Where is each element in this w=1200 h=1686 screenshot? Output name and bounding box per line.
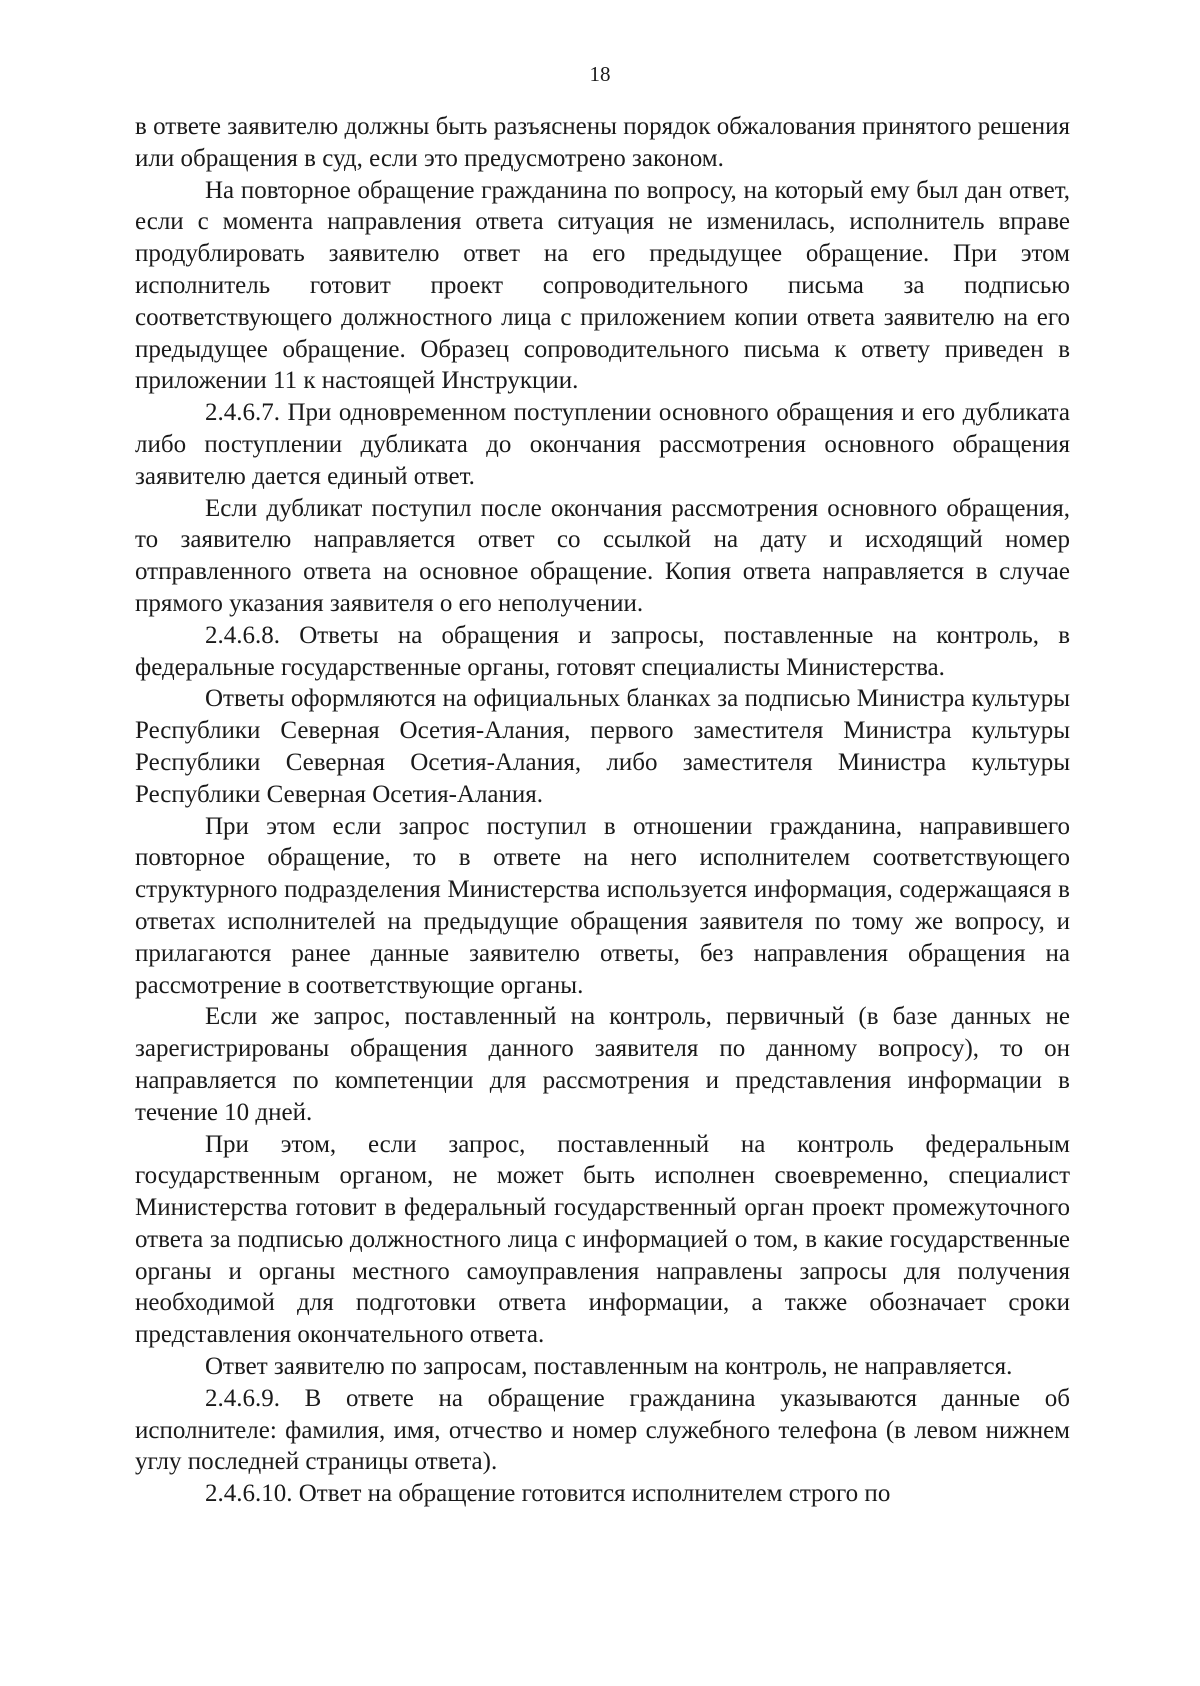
paragraph: При этом, если запрос, поставленный на контроль федеральным государственным органом, не может быть исполнен своевременно, специалист Министерства готовит в федеральный государственный орган проект промежуточного ответа за подписью должностного лица с информацией о том, в какие государственные органы и органы местного самоуправления направлены запросы для получения необходимой для подготовки ответа информации, а также обозначает сроки представления окончательного ответа. [135, 1130, 1070, 1349]
paragraph: На повторное обращение гражданина по вопросу, на который ему был дан ответ, если с момента направления ответа ситуация не изменилась, исполнитель вправе продублировать заявителю ответ на его предыдущее обращение. При этом исполнитель готовит проект сопроводительного письма за подписью соответствующего должностного лица с приложением копии ответа заявителю на его предыдущее обращение. Образец сопроводительного письма к ответу приведен в приложении 11 к настоящей Инструкции. [135, 176, 1070, 395]
paragraph: 2.4.6.7. При одновременном поступлении основного обращения и его дубликата либо поступлении дубликата до окончания рассмотрения основного обращения заявителю дается единый ответ. [135, 399, 1070, 490]
page-number: 18 [589, 62, 611, 86]
paragraph: При этом если запрос поступил в отношении гражданина, направившего повторное обращение, то в ответе на него исполнителем соответствующего структурного подразделения Министерства используется информация, содержащаяся в ответах исполнителей на предыдущие обращения заявителя по тому же вопросу, и прилагаются ранее данные заявителю ответы, без направления обращения на рассмотрение в соответствующие органы. [135, 812, 1070, 999]
paragraph: Ответ заявителю по запросам, поставленным на контроль, не направляется. [205, 1353, 1013, 1381]
paragraph: в ответе заявителю должны быть разъяснены порядок обжалования принятого решения или обращения в суд, если это предусмотрено законом. [135, 113, 1070, 172]
paragraph: 2.4.6.9. В ответе на обращение гражданина указываются данные об исполнителе: фамилия, имя, отчество и номер служебного телефона (в левом нижнем углу последней страницы ответа). [135, 1384, 1070, 1476]
paragraph: Если дубликат поступил после окончания рассмотрения основного обращения, то заявителю направляется ответ со ссылкой на дату и исходящий номер отправленного ответа на основное обращение. Копия ответа направляется в случае прямого указания заявителя о его неполучении. [135, 494, 1070, 617]
paragraph: Ответы оформляются на официальных бланках за подписью Министра культуры Республики Северная Осетия-Алания, первого заместителя Министра культуры Республики Северная Осетия-Алания, либо заместителя Министра культуры Республики Северная Осетия-Алания. [135, 685, 1070, 808]
document-body [135, 111, 1070, 1510]
paragraph: 2.4.6.10. Ответ на обращение готовится исполнителем строго по [205, 1480, 891, 1508]
paragraph: 2.4.6.8. Ответы на обращения и запросы, поставленные на контроль, в федеральные государственные органы, готовят специалисты Министерства. [135, 621, 1070, 681]
paragraph: Если же запрос, поставленный на контроль, первичный (в базе данных не зарегистрированы обращения данного заявителя по данному вопросу), то он направляется по компетенции для рассмотрения и представления информации в течение 10 дней. [135, 1003, 1070, 1126]
